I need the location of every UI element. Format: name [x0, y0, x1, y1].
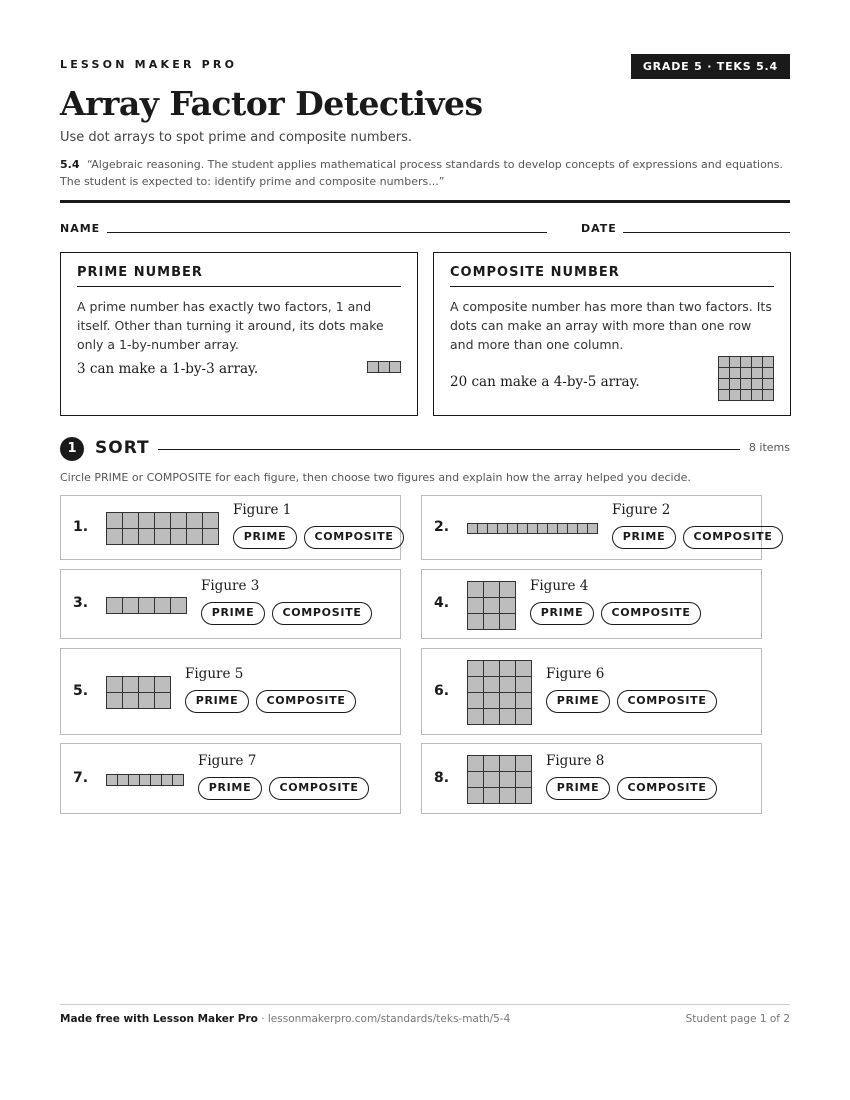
array-cell [468, 693, 484, 709]
prime-definition-card [60, 252, 418, 416]
prime-example: 3 can make a 1-by-3 array. [77, 361, 259, 377]
grade-badge: GRADE 5 · TEKS 5.4 [631, 54, 790, 79]
item-number: 6. [434, 682, 450, 699]
array-cell [518, 524, 528, 534]
prime-choice[interactable]: PRIME [201, 602, 265, 625]
prime-choice[interactable]: PRIME [198, 777, 262, 800]
figure-label: Figure 7 [198, 753, 257, 769]
array-cell [203, 513, 219, 529]
prime-choice[interactable]: PRIME [546, 690, 610, 713]
figure-array [106, 512, 219, 545]
array-cell [468, 614, 484, 630]
date-label: DATE [581, 222, 617, 235]
item-count: 8 items [748, 441, 790, 454]
figure-label: Figure 5 [185, 666, 244, 682]
standard-text: “Algebraic reasoning. The student applies mathematical process standards to develop concepts of expressions and equations. The student is expected to: identify prime and composite numbers...” [60, 158, 783, 188]
array-cell [548, 524, 558, 534]
array-cell [379, 362, 390, 373]
array-cell [468, 598, 484, 614]
array-cell [516, 709, 532, 725]
array-cell [763, 379, 774, 390]
array-cell [741, 368, 752, 379]
array-cell [484, 598, 500, 614]
array-cell [508, 524, 518, 534]
sort-item [60, 743, 401, 814]
figure-array [106, 774, 184, 786]
array-cell [139, 693, 155, 709]
composite-choice[interactable]: COMPOSITE [256, 690, 356, 713]
array-cell [500, 582, 516, 598]
sort-item [60, 569, 401, 639]
array-cell [752, 390, 763, 401]
composite-choice[interactable]: COMPOSITE [601, 602, 701, 625]
instructions: Circle PRIME or COMPOSITE for each figure, then choose two figures and explain how the array helped you decide. [60, 471, 691, 484]
figure-array [106, 676, 171, 709]
array-cell [730, 357, 741, 368]
array-cell [500, 693, 516, 709]
array-cell [763, 357, 774, 368]
name-field[interactable] [107, 232, 547, 233]
array-cell [129, 775, 140, 786]
array-cell [139, 598, 155, 614]
prime-choice[interactable]: PRIME [612, 526, 676, 549]
array-cell [500, 756, 516, 772]
array-cell [187, 529, 203, 545]
array-cell [588, 524, 598, 534]
array-cell [488, 524, 498, 534]
composite-definition-text: A composite number has more than two factors. Its dots can make an array with more than one row and more than one column. [450, 299, 772, 352]
array-cell [516, 756, 532, 772]
array-cell [139, 529, 155, 545]
figure-array [467, 523, 598, 534]
array-cell [538, 524, 548, 534]
array-cell [123, 529, 139, 545]
array-cell [171, 529, 187, 545]
composite-choice[interactable]: COMPOSITE [617, 777, 717, 800]
array-cell [107, 598, 123, 614]
array-cell [155, 693, 171, 709]
array-cell [139, 513, 155, 529]
array-cell [155, 529, 171, 545]
array-cell [484, 772, 500, 788]
array-cell [187, 513, 203, 529]
item-number: 5. [73, 682, 89, 699]
array-cell [468, 709, 484, 725]
array-cell [719, 379, 730, 390]
sort-item [60, 495, 401, 560]
figure-array [106, 597, 187, 614]
array-cell [123, 693, 139, 709]
prime-definition-text: A prime number has exactly two factors, 1 and itself. Other than turning it around, its dots make only a 1-by-number array. [77, 299, 384, 352]
section-divider [158, 449, 740, 450]
array-cell [730, 379, 741, 390]
composite-choice[interactable]: COMPOSITE [683, 526, 783, 549]
array-cell [484, 756, 500, 772]
array-cell [155, 598, 171, 614]
prime-choice[interactable]: PRIME [546, 777, 610, 800]
prime-choice[interactable]: PRIME [233, 526, 297, 549]
item-number: 1. [73, 518, 89, 535]
array-cell [151, 775, 162, 786]
figure-array [467, 755, 532, 804]
array-cell [123, 677, 139, 693]
array-cell [390, 362, 401, 373]
figure-label: Figure 4 [530, 578, 589, 594]
array-cell [741, 379, 752, 390]
figure-label: Figure 8 [546, 753, 605, 769]
array-cell [516, 693, 532, 709]
array-cell [140, 775, 151, 786]
prime-choice[interactable]: PRIME [530, 602, 594, 625]
array-cell [516, 772, 532, 788]
footer-made-with: Made free with Lesson Maker Pro [60, 1013, 258, 1025]
figure-array [467, 660, 532, 725]
array-cell [368, 362, 379, 373]
item-number: 2. [434, 518, 450, 535]
array-cell [468, 788, 484, 804]
footer-credit [60, 1013, 510, 1025]
array-cell [752, 379, 763, 390]
array-cell [123, 598, 139, 614]
brand-name: LESSON MAKER PRO [60, 58, 238, 71]
array-cell [118, 775, 129, 786]
array-cell [498, 524, 508, 534]
array-cell [468, 582, 484, 598]
composite-choice[interactable]: COMPOSITE [269, 777, 369, 800]
figure-array [467, 581, 516, 630]
figure-label: Figure 1 [233, 502, 292, 518]
array-cell [500, 598, 516, 614]
array-cell [516, 788, 532, 804]
prime-choice[interactable]: PRIME [185, 690, 249, 713]
array-cell [484, 677, 500, 693]
array-cell [516, 677, 532, 693]
array-cell [500, 614, 516, 630]
figure-label: Figure 3 [201, 578, 260, 594]
array-cell [484, 582, 500, 598]
array-cell [107, 513, 123, 529]
figure-label: Figure 6 [546, 666, 605, 682]
array-cell [139, 677, 155, 693]
array-cell [528, 524, 538, 534]
array-cell [484, 614, 500, 630]
figure-label: Figure 2 [612, 502, 671, 518]
header-divider [60, 200, 790, 203]
array-cell [162, 775, 173, 786]
composite-example-array [718, 356, 774, 401]
prime-example-array [367, 361, 401, 373]
array-cell [107, 693, 123, 709]
footer-divider [60, 1004, 790, 1005]
item-number: 8. [434, 769, 450, 786]
sort-item [60, 648, 401, 735]
standard-statement [60, 156, 790, 190]
sort-item [421, 495, 773, 560]
array-cell [500, 709, 516, 725]
array-cell [558, 524, 568, 534]
composite-choice[interactable]: COMPOSITE [272, 602, 372, 625]
array-cell [203, 529, 219, 545]
array-cell [468, 756, 484, 772]
array-cell [763, 390, 774, 401]
array-cell [484, 709, 500, 725]
sort-item [421, 648, 762, 735]
array-cell [478, 524, 488, 534]
array-cell [484, 693, 500, 709]
array-cell [752, 357, 763, 368]
page-number: Student page 1 of 2 [685, 1013, 790, 1025]
array-cell [468, 661, 484, 677]
array-cell [173, 775, 184, 786]
array-cell [468, 772, 484, 788]
array-cell [730, 368, 741, 379]
array-cell [500, 788, 516, 804]
array-cell [516, 661, 532, 677]
composite-choice[interactable]: COMPOSITE [617, 690, 717, 713]
array-cell [468, 677, 484, 693]
item-number: 3. [73, 595, 89, 611]
section-title: SORT [95, 438, 150, 458]
array-cell [107, 775, 118, 786]
sort-item [421, 743, 762, 814]
section-number-badge: 1 [60, 437, 84, 461]
array-cell [107, 677, 123, 693]
array-cell [741, 390, 752, 401]
array-cell [752, 368, 763, 379]
array-cell [763, 368, 774, 379]
array-cell [719, 357, 730, 368]
footer-url[interactable]: · lessonmakerpro.com/standards/teks-math/5-4 [257, 1013, 511, 1025]
array-cell [155, 513, 171, 529]
array-cell [500, 677, 516, 693]
array-cell [468, 524, 478, 534]
array-cell [568, 524, 578, 534]
page-title: Array Factor Detectives [60, 84, 483, 123]
standard-code: 5.4 [60, 158, 80, 171]
prime-definition-title: PRIME NUMBER [77, 265, 401, 287]
array-cell [719, 368, 730, 379]
composite-definition-title: COMPOSITE NUMBER [450, 265, 774, 287]
array-cell [500, 772, 516, 788]
composite-example: 20 can make a 4-by-5 array. [450, 374, 640, 390]
array-cell [155, 677, 171, 693]
item-number: 7. [73, 769, 89, 786]
date-field[interactable] [623, 232, 790, 233]
array-cell [171, 513, 187, 529]
array-cell [123, 513, 139, 529]
array-cell [107, 529, 123, 545]
array-cell [484, 661, 500, 677]
composite-definition-card [433, 252, 791, 416]
page-subtitle: Use dot arrays to spot prime and composite numbers. [60, 130, 413, 145]
name-label: NAME [60, 222, 101, 235]
array-cell [719, 390, 730, 401]
array-cell [500, 661, 516, 677]
item-number: 4. [434, 595, 450, 611]
array-cell [484, 788, 500, 804]
array-cell [171, 598, 187, 614]
array-cell [578, 524, 588, 534]
array-cell [741, 357, 752, 368]
composite-choice[interactable]: COMPOSITE [304, 526, 404, 549]
sort-item [421, 569, 762, 639]
array-cell [730, 390, 741, 401]
